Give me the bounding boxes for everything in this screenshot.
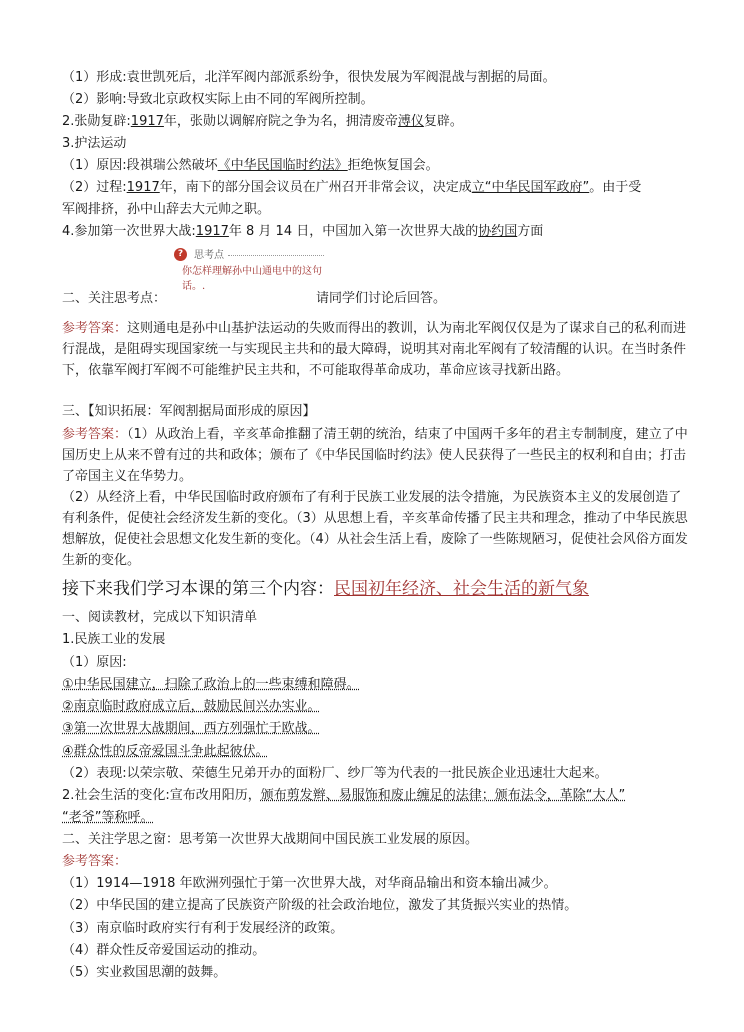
text-line: （2）影响:导致北京政权实际上由不同的军阀所控制。 (62, 92, 374, 107)
answer-item: （2）中华民国的建立提高了民族资产阶级的社会政治地位，激发了其货振兴实业的热情。 (62, 898, 578, 913)
text-line: 请同学们讨论后回答。 (316, 291, 447, 306)
think-point-text: 你怎样理解孙中山通电中的这句话。. (182, 266, 322, 292)
text-line: “老爷”等称呼。 (62, 810, 154, 825)
answer-item: （1）1914—1918 年欧洲列强忙于第一次世界大战，对华商品输出和资本输出减少。 (62, 876, 557, 891)
text-line: 3.护法运动 (62, 136, 127, 151)
think-point-title: 思考点 (194, 250, 224, 261)
text-line: 1.民族工业的发展 (62, 632, 166, 647)
text-line: 2.社会生活的变化:宣布改用阳历，颁布剪发辫、易服饰和废止缠足的法律；颁布法令，革除“大人” (62, 788, 626, 803)
section-heading: 二、关注学思之窗：思考第一次世界大战期间中国民族工业发展的原因。 (62, 832, 479, 847)
text-line: （2）表现:以荣宗敬、荣德生兄弟开办的面粉厂、纱厂等为代表的一批民族企业迅速壮大起来。 (62, 766, 608, 781)
cause-item: ②南京临时政府成立后，鼓励民间兴办实业。 (62, 699, 321, 714)
cause-item: ①中华民国建立，扫除了政治上的一些束缚和障碍。 (62, 677, 360, 692)
answer-label: 参考答案： (62, 854, 128, 869)
text-line: （1）形成:袁世凯死后，北洋军阀内部派系纷争，很快发展为军阀混战与割据的局面。 (62, 70, 556, 85)
answer-item: （5）实业救国思潮的鼓舞。 (62, 965, 227, 980)
question-icon: ? (174, 248, 187, 261)
answer-item: （4）群众性反帝爱国运动的推动。 (62, 943, 266, 958)
dotted-divider (228, 255, 324, 256)
section-heading: 二、关注思考点： (62, 291, 167, 306)
text-line: 2.张勋复辟:1917年，张勋以调解府院之争为名，拥清废帝溥仪复辟。 (62, 114, 463, 129)
text-line: （1）原因: (62, 655, 127, 670)
answer-paragraph: （2）从经济上看，中华民国临时政府颁布了有利于民族工业发展的法令措施，为民族资本主义的发展创造了有利条件，促使社会经济发生新的变化。（3）从思想上看，辛亥革命传播了民主共和理念，推动了中华民族思想解放，促使社会思想文化发生新的变化。（4）从社会生活上看，废除了一些陈规陋习，促使社会风俗方面发生新的变化。 (62, 490, 688, 568)
answer-item: （3）南京临时政府实行有利于发展经济的政策。 (62, 921, 344, 936)
section-heading: 三、【知识拓展：军阀割据局面形成的原因】 (62, 404, 316, 419)
text-line: 4.参加第一次世界大战:1917年 8 月 14 日，中国加入第一次世界大战的协约国方面 (62, 224, 544, 239)
section-heading: 一、阅读教材，完成以下知识清单 (62, 610, 258, 625)
cause-item: ④群众性的反帝爱国斗争此起彼伏。 (62, 744, 269, 759)
text-line: （2）过程:1917年，南下的部分国会议员在广州召开非常会议，决定成立“中华民国军政府”。由于受 (62, 180, 642, 195)
text-line: 军阀排挤，孙中山辞去大元帅之职。 (62, 202, 271, 217)
text-line: （1）原因:段祺瑞公然破坏《中华民国临时约法》拒绝恢复国会。 (62, 158, 439, 173)
answer-paragraph: 参考答案：这则通电是孙中山基护法运动的失败而得出的教训，认为南北军阀仅仅是为了谋求自己的私利而进行混战，是阻碍实现国家统一与实现民主共和的最大障碍，说明其对南北军阀有了较清醒的认识。在当时条件下，依靠军阀打军阀不可能维护民主共和，不可能取得革命成功，革命应该寻找新出路。 (62, 321, 687, 378)
answer-paragraph: 参考答案：（1）从政治上看，辛亥革命推翻了清王朝的统治，结束了中国两千多年的君主专制制度，建立了中国历史上从来不曾有过的共和政体；颁布了《中华民国临时约法》使人民获得了一些民主的权利和自由；打击了帝国主义在华势力。 (62, 427, 688, 484)
think-point-callout (174, 246, 324, 296)
cause-item: ③第一次世界大战期间，西方列强忙于欧战。 (62, 721, 321, 736)
lesson-transition: 接下来我们学习本课的第三个内容：民国初年经济、社会生活的新气象 (62, 579, 589, 599)
